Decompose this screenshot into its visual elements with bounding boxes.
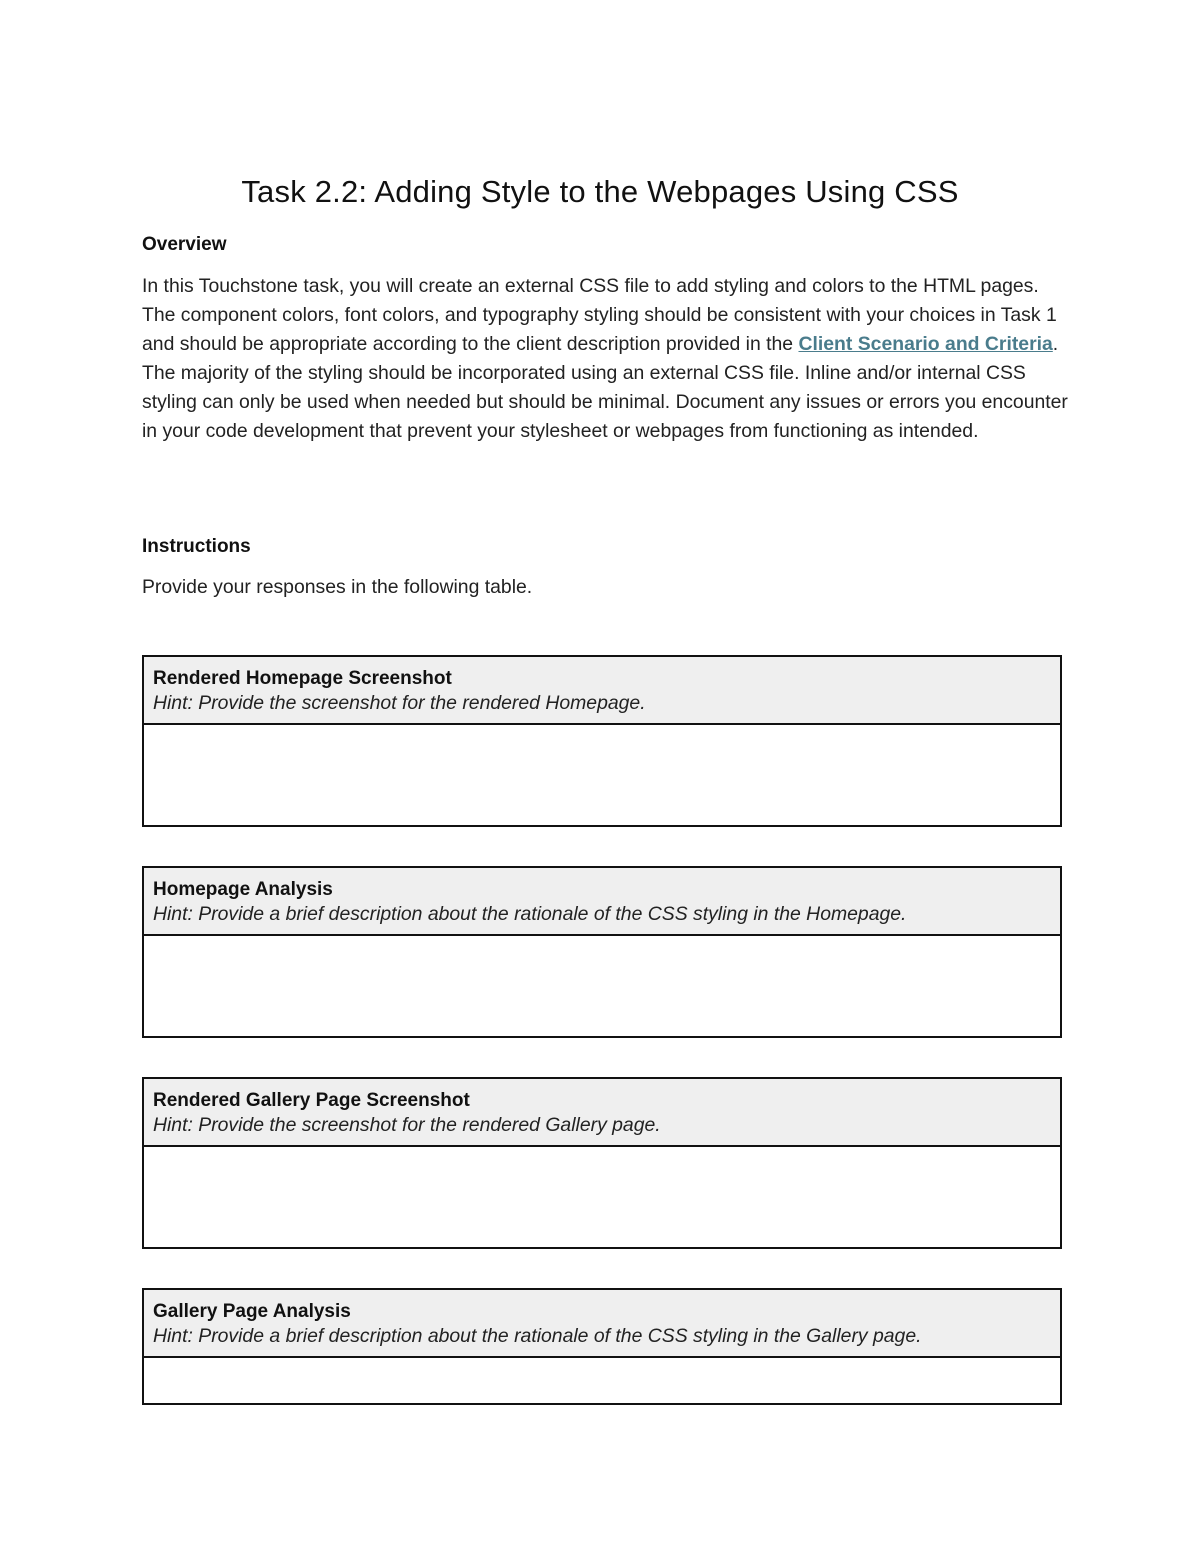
overview-text-after-link: . The majority of the styling should be incorporated using an external CSS file. Inline and/or internal CSS styling can only be used when needed but should be minimal. Document any issues or errors you encounter in your code development that prevent your stylesheet or webpages from functioning as intended. bbox=[142, 333, 1068, 442]
box-title: Rendered Gallery Page Screenshot bbox=[153, 1090, 470, 1111]
homepage-screenshot-box bbox=[142, 655, 1062, 827]
overview-heading: Overview bbox=[142, 234, 227, 255]
overview-text-before-link: In this Touchstone task, you will create an external CSS file to add styling and colors to the HTML pages. The component colors, font colors, and typography styling should be consistent with your choices in Task 1 and should be appropriate according to the client description provided in the bbox=[142, 275, 1057, 355]
box-hint: Hint: Provide a brief description about the rationale of the CSS styling in the Gallery page. bbox=[153, 1325, 922, 1347]
box-header bbox=[144, 1290, 1060, 1358]
box-header bbox=[144, 868, 1060, 936]
response-area[interactable] bbox=[144, 1147, 1060, 1247]
box-header bbox=[144, 657, 1060, 725]
page-title: Task 2.2: Adding Style to the Webpages Using CSS bbox=[241, 174, 959, 209]
box-title: Rendered Homepage Screenshot bbox=[153, 668, 452, 689]
gallery-screenshot-box bbox=[142, 1077, 1062, 1249]
gallery-analysis-box bbox=[142, 1288, 1062, 1405]
box-title: Homepage Analysis bbox=[153, 879, 333, 900]
box-hint: Hint: Provide the screenshot for the rendered Gallery page. bbox=[153, 1114, 661, 1136]
instructions-heading: Instructions bbox=[142, 536, 251, 557]
box-hint: Hint: Provide the screenshot for the rendered Homepage. bbox=[153, 692, 646, 714]
response-area[interactable] bbox=[144, 1358, 1060, 1403]
homepage-analysis-box bbox=[142, 866, 1062, 1038]
overview-paragraph bbox=[142, 272, 1072, 446]
response-area[interactable] bbox=[144, 725, 1060, 825]
box-hint: Hint: Provide a brief description about the rationale of the CSS styling in the Homepage. bbox=[153, 903, 907, 925]
response-area[interactable] bbox=[144, 936, 1060, 1036]
client-scenario-link[interactable]: Client Scenario and Criteria bbox=[798, 333, 1053, 355]
box-title: Gallery Page Analysis bbox=[153, 1301, 351, 1322]
box-header bbox=[144, 1079, 1060, 1147]
instructions-paragraph: Provide your responses in the following table. bbox=[142, 576, 533, 598]
